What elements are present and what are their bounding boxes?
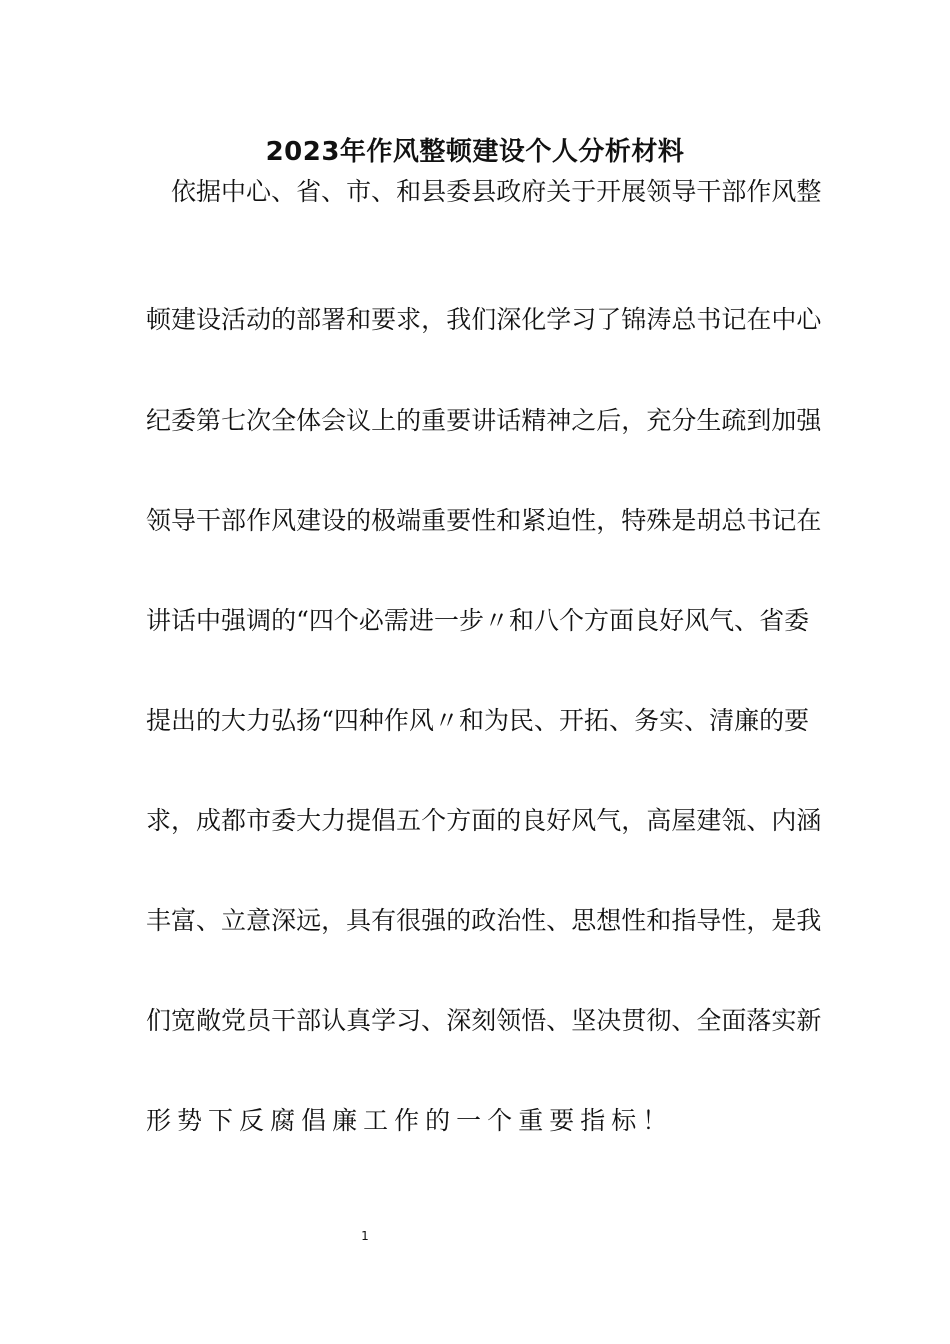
paragraph-line-10: 形 势 下 反 腐 倡 廉 工 作 的 一 个 重 要 指 标 ！ (146, 1106, 674, 1135)
paragraph-line-4: 领 导 干 部 作 风 建 设 的 极 端 重 要 性 和 紧 迫 性 ， 特 殊 是 胡 总 书 记 在 (146, 506, 822, 535)
paragraph-line-2: 顿 建 设 活 动 的 部 署 和 要 求 ， 我 们 深 化 学 习 了 锦 涛 总 书 记 在 中 心 (146, 305, 822, 334)
document-title: 2023年作风整顿建设个人分析材料 (265, 137, 685, 167)
paragraph-line-8: 丰 富 、 立 意 深 远 ， 具 有 很 强 的 政 治 性 、 思 想 性 和 指 导 性 ， 是 我 (146, 906, 822, 935)
paragraph-line-5: 讲 话 中 强 调 的 “ 四 个 必 需 进 一 步 〃 和 八 个 方 面 良 好 风 气 、 省 委 (146, 606, 810, 635)
page-number: 1 (361, 1229, 369, 1243)
paragraph-line-9: 们 宽 敞 党 员 干 部 认 真 学 习 、 深 刻 领 悟 、 坚 决 贯 彻 、 全 面 落 实 新 (146, 1006, 822, 1035)
paragraph-line-7: 求 ， 成 都 市 委 大 力 提 倡 五 个 方 面 的 良 好 风 气 ， 高 屋 建 瓴 、 内 涵 (146, 806, 822, 835)
paragraph-line-6: 提 出 的 大 力 弘 扬 “ 四 种 作 风 〃 和 为 民 、 开 拓 、 务 实 、 清 廉 的 要 (146, 706, 810, 735)
paragraph-line-1: 依 据 中 心 、 省 、 市 、 和 县 委 县 政 府 关 于 开 展 领 导 干 部 作 风 整 (171, 177, 822, 206)
paragraph-line-3: 纪 委 第 七 次 全 体 会 议 上 的 重 要 讲 话 精 神 之 后 ， 充 分 生 疏 到 加 强 (146, 406, 822, 435)
